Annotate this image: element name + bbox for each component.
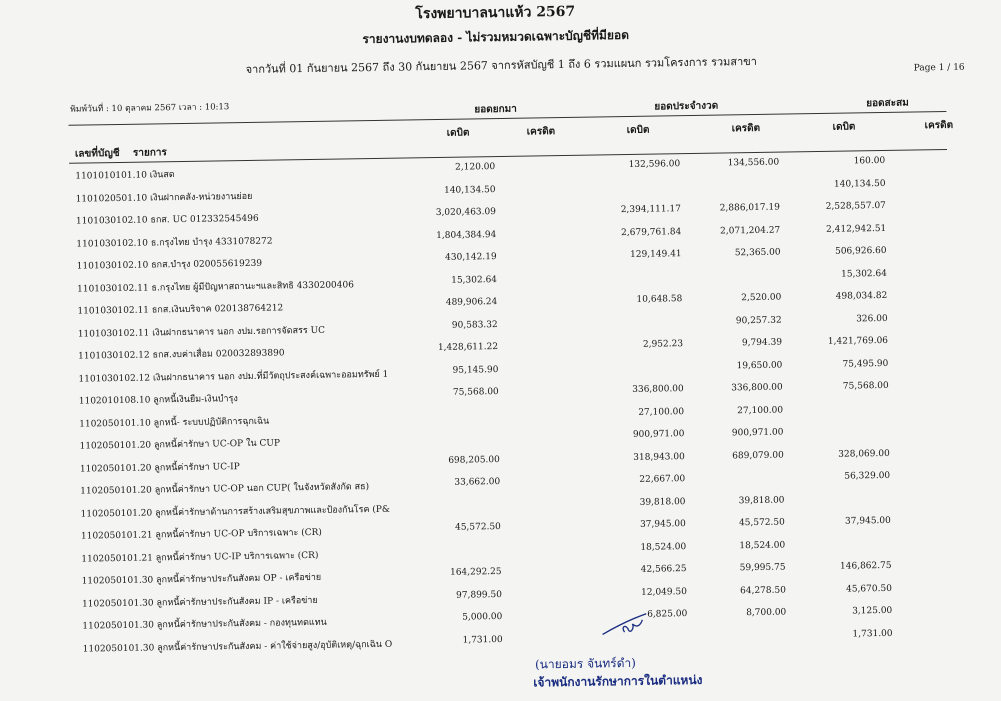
period-debit-cell: 2,952.23 <box>642 339 684 350</box>
account-cell: 1102050101.20 ลูกหนี้ค่ารักษา UC-OP นอก CUP( ในจังหวัดสังกัด สธ) <box>80 482 370 497</box>
bf-debit-cell: 90,583.32 <box>451 319 498 331</box>
period-credit-cell: 39,818.00 <box>738 495 785 506</box>
account-cell: 1101030102.11 เงินฝากธนาคาร นอก งปม.รอการจัดสรร UC <box>77 325 326 340</box>
period-credit-cell: 2,520.00 <box>741 292 782 304</box>
bf-debit-cell: 430,142.19 <box>445 252 497 263</box>
col-acc-debit: เดบิต <box>832 121 856 133</box>
account-cell: 1102050101.21 ลูกหนี้ค่ารักษา UC-IP บริการเฉพาะ (CR) <box>81 550 319 565</box>
bf-debit-cell: 489,906.24 <box>445 297 498 308</box>
period-debit-cell: 10,648.58 <box>636 294 683 305</box>
acc-debit-cell: 1,731.00 <box>852 628 893 639</box>
account-cell: 1102050101.30 ลูกหนี้ค่ารักษาประกันสังคม OP - เครือข่าย <box>81 572 322 587</box>
period-credit-cell: 90,257.32 <box>735 315 782 326</box>
period-debit-cell: 22,667.00 <box>639 474 686 485</box>
period-credit-cell: 900,971.00 <box>731 427 784 439</box>
period-credit-cell: 27,100.00 <box>737 405 784 416</box>
account-cell: 1102050101.21 ลูกหนี้ค่ารักษา UC-OP บริการเฉพาะ (CR) <box>80 527 322 542</box>
printed-datetime: พิมพ์วันที่ : 10 ตุลาคม 2567 เวลา : 10:13 <box>70 102 230 115</box>
bf-debit-cell: 1,731.00 <box>462 634 503 646</box>
bf-debit-cell: 1,804,384.94 <box>436 229 497 241</box>
period-debit-cell: 129,149.41 <box>630 249 682 260</box>
account-cell: 1102050101.20 ลูกหนี้ค่ารักษา UC-IP <box>79 461 240 475</box>
signature-scribble-icon <box>600 597 681 638</box>
bf-debit-cell: 33,662.00 <box>454 477 501 488</box>
acc-debit-cell: 1,421,769.06 <box>827 335 889 347</box>
period-debit-cell: 318,943.00 <box>633 451 685 463</box>
account-cell: 1101030102.12 เงินฝากธนาคาร นอก งปม.ที่มีวัตถุประสงค์เฉพาะออมทรัพย์ 1 <box>78 369 389 385</box>
acc-debit-cell: 45,670.50 <box>846 583 892 595</box>
acc-debit-cell: 75,568.00 <box>842 380 889 392</box>
acc-debit-cell: 328,069.00 <box>838 448 890 460</box>
acc-debit-cell: 56,329.00 <box>844 470 891 482</box>
account-cell: 1102050101.20 ลูกหนี้ค่ารักษา UC-OP ใน CUP <box>79 438 281 452</box>
acc-debit-cell: 140,134.50 <box>833 178 886 190</box>
period-debit-cell: 2,394,111.17 <box>620 204 681 216</box>
acc-debit-cell: 506,926.60 <box>834 245 887 257</box>
period-credit-cell: 45,572.50 <box>738 517 785 529</box>
col-bf-debit: เดบิต <box>446 127 470 139</box>
period-debit-cell: 12,049.50 <box>641 586 687 598</box>
col-bf-credit: เครดิต <box>526 126 556 138</box>
period-credit-cell: 2,071,204.27 <box>720 225 781 237</box>
period-credit-cell: 18,524.00 <box>739 540 786 551</box>
col-account: เลขที่บัญชี <box>74 147 120 160</box>
acc-debit-cell: 2,412,942.51 <box>826 223 887 235</box>
period-credit-cell: 689,079.00 <box>732 450 784 461</box>
report-subtitle: รายงานงบทดลอง - ไม่รวมหมวดเฉพาะบัญชีที่มียอด <box>362 27 630 47</box>
report-criteria: จากวันที่ 01 กันยายน 2567 ถึง 30 กันยายน 2567 จากรหัสบัญชี 1 ถึง 6 รวมแผนก รวมโครงการ รวมสาขา <box>245 54 758 76</box>
col-acc-credit: เครดิต <box>924 119 954 132</box>
period-debit-cell: 18,524.00 <box>640 541 687 553</box>
account-cell: 1102010108.10 ลูกหนี้เงินยืม-เงินบำรุง <box>78 394 238 407</box>
col-item: รายการ <box>132 147 167 159</box>
group-brought-forward: ยอดยกมา <box>474 103 517 116</box>
period-debit-cell: 900,971.00 <box>632 429 685 440</box>
group-period: ยอดประจำงวด <box>654 100 719 113</box>
account-cell: 1101030102.11 ธกส.เงินบริจาค 020138764212 <box>77 303 284 317</box>
period-debit-cell: 132,596.00 <box>628 159 681 170</box>
account-cell: 1101030102.12 ธกส.งบค่าเสื่อม 020032893890 <box>78 348 285 362</box>
period-credit-cell: 336,800.00 <box>731 382 783 394</box>
signatory-position: เจ้าพนักงานรักษาการในตำแหน่ง <box>533 672 703 690</box>
period-debit-cell: 42,566.25 <box>640 564 687 575</box>
acc-debit-cell: 37,945.00 <box>844 515 891 527</box>
bf-debit-cell: 95,145.90 <box>452 364 499 376</box>
account-cell: 1102050101.20 ลูกหนี้ค่ารักษาด้านการสร้างเสริมสุขภาพและป้องกันโรค (P& <box>80 504 390 520</box>
period-debit-cell: 6,825.00 <box>647 609 688 620</box>
bf-debit-cell: 164,292.25 <box>449 567 502 578</box>
account-cell: 1102050101.30 ลูกหนี้ค่ารักษาประกันสังคม IP - เครือข่าย <box>81 595 318 610</box>
bf-debit-cell: 5,000.00 <box>462 611 503 623</box>
period-credit-cell: 64,278.50 <box>740 585 786 596</box>
bf-debit-cell: 2,120.00 <box>455 162 496 173</box>
account-cell: 1101030102.10 ธกส. UC 012332545496 <box>75 213 259 227</box>
period-credit-cell: 134,556.00 <box>727 157 780 169</box>
bf-debit-cell: 45,572.50 <box>454 522 501 533</box>
acc-debit-cell: 3,125.00 <box>852 605 893 617</box>
account-cell: 1102050101.30 ลูกหนี้ค่ารักษาประกันสังคม - กองทุนทดแทน <box>82 617 327 632</box>
period-credit-cell: 8,700.00 <box>746 607 787 619</box>
account-cell: 1101010101.10 เงินสด <box>75 170 175 182</box>
signatory-name: (นายอมร จันทร์ดำ) <box>534 655 636 672</box>
account-cell: 1102050101.30 ลูกหนี้ค่ารักษาประกันสังคม - ค่าใช้จ่ายสูง/อุบัติเหตุ/ฉุกเฉิน O <box>82 639 393 655</box>
account-cell: 1101030102.10 ธ.กรุงไทย บำรุง 4331078272 <box>76 236 273 250</box>
acc-debit-cell: 75,495.90 <box>842 358 889 370</box>
period-credit-cell: 2,886,017.19 <box>719 202 780 214</box>
acc-debit-cell: 146,862.75 <box>839 560 892 572</box>
bf-debit-cell: 698,205.00 <box>448 454 500 466</box>
period-credit-cell: 9,794.39 <box>741 337 783 349</box>
col-p-credit: เครดิต <box>731 122 761 135</box>
bf-debit-cell: 97,899.50 <box>456 589 503 601</box>
account-cell: 1101030102.10 ธกส.บำรุง 020055619239 <box>76 258 263 272</box>
acc-debit-cell: 15,302.64 <box>841 268 888 280</box>
period-debit-cell: 37,945.00 <box>639 519 686 530</box>
report-title: โรงพยาบาลนาแห้ว 2567 <box>415 3 576 23</box>
period-credit-cell: 19,650.00 <box>736 360 783 371</box>
account-cell: 1102050101.10 ลูกหนี้- ระบบปฏิบัติการฉุกเฉิน <box>79 416 270 430</box>
bf-debit-cell: 3,020,463.09 <box>435 207 497 218</box>
period-debit-cell: 336,800.00 <box>632 384 684 395</box>
group-accumulated: ยอดสะสม <box>866 97 909 110</box>
page-number: Page 1 / 16 <box>913 62 965 74</box>
col-p-debit: เดบิต <box>626 124 650 136</box>
period-debit-cell: 2,679,761.84 <box>621 226 682 238</box>
acc-debit-cell: 326.00 <box>856 313 888 324</box>
bf-debit-cell: 75,568.00 <box>452 387 499 398</box>
acc-debit-cell: 160.00 <box>853 155 886 167</box>
period-credit-cell: 52,365.00 <box>734 247 781 259</box>
period-credit-cell: 59,995.75 <box>739 562 786 574</box>
account-cell: 1101030102.11 ธ.กรุงไทย ผู้มีปัญหาสถานะฯและสิทธิ 4330200406 <box>77 279 355 295</box>
account-cell: 1101020501.10 เงินฝากคลัง-หน่วยงานย่อย <box>75 191 253 205</box>
period-debit-cell: 39,818.00 <box>639 496 686 508</box>
acc-debit-cell: 2,528,557.07 <box>825 200 886 212</box>
acc-debit-cell: 498,034.82 <box>835 290 888 302</box>
period-debit-cell: 27,100.00 <box>638 406 685 418</box>
bf-debit-cell: 15,302.64 <box>451 274 498 286</box>
bf-debit-cell: 140,134.50 <box>443 184 496 196</box>
bf-debit-cell: 1,428,611.22 <box>437 342 499 353</box>
